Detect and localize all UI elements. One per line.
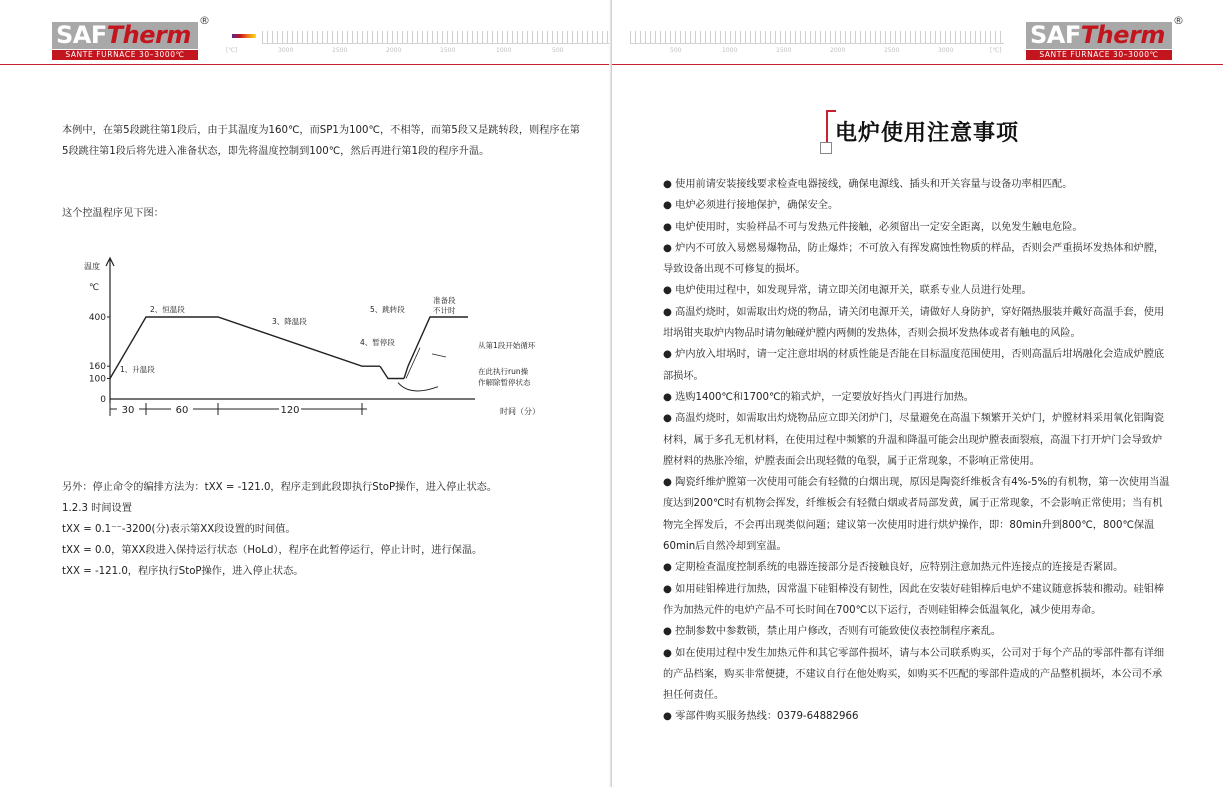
duration-label: 30 bbox=[121, 405, 135, 416]
y-tick-label: 100 bbox=[88, 374, 106, 385]
brand-logo: SAFTherm SANTE FURNACE 30–3000℃ ® bbox=[1026, 22, 1172, 60]
segment-label: 4、暂停段 bbox=[360, 338, 395, 347]
section-heading bbox=[820, 110, 1040, 155]
chart-annotation: 准备段 bbox=[433, 296, 456, 305]
list-item: ● 电炉使用时，实验样品不可与发热元件接触，必须留出一定安全距离，以免发生触电危险。 bbox=[663, 221, 1083, 233]
list-item: ● 陶瓷纤维炉膛第一次使用可能会有轻微的白烟出现，原因是陶瓷纤维板含有4%-5%的有机物，第一次使用当温度达到200℃时有机物会挥发，纤维板会有轻微白烟或者局部发黄，属于正常现象，不会影响正常使用；当有机物完全挥发后，不会再出现类似问题；建议第一次使用时进行烘炉操作，即：80min升到800℃，800℃保温60min后自然冷却到室温。 bbox=[663, 477, 1170, 553]
y-axis-unit: ℃ bbox=[89, 283, 100, 293]
chart-annotation: 在此执行run操 bbox=[478, 367, 529, 376]
header-rule bbox=[0, 64, 611, 65]
list-item: ● 高温灼烧时，如需取出灼烧的物品，请关闭电源开关，请做好人身防护，穿好隔热服装并戴好高温手套，使用坩埚钳夹取炉内物品时请勿触碰炉膛内两侧的发热体，否则会损坏发热体或者有触电的风险。 bbox=[663, 306, 1165, 340]
logo-subtitle: SANTE FURNACE 30–3000℃ bbox=[52, 50, 198, 60]
jump-curve bbox=[380, 366, 404, 378]
list-item: ● 定期检查温度控制系统的电器连接部分是否接触良好，应特别注意加热元件连接点的连接是否紧固。 bbox=[663, 562, 1124, 574]
list-item: ● 炉内不可放入易燃易爆物品，防止爆炸；不可放入有挥发腐蚀性物质的样品，否则会严重损坏发热体和炉膛，导致设备出现不可修复的损坏。 bbox=[663, 242, 1165, 276]
segment-label: 2、恒温段 bbox=[150, 305, 185, 314]
temperature-color-bar bbox=[232, 34, 256, 38]
list-item: ● 如用硅钼棒进行加热，因常温下硅钼棒没有韧性，因此在安装好硅钼棒后电炉不建议随意拆装和搬动。硅钼棒作为加热元件的电炉产品不可长时间在700℃以下运行，否则硅钼棒会低温氧化，减少使用寿命。 bbox=[663, 583, 1165, 616]
list-item: ● 使用前请安装接线要求检查电器接线，确保电源线、插头和开关容量与设备功率相匹配。 bbox=[663, 179, 1073, 190]
temperature-ruler: [℃] 3000 2500 2000 1500 1000 500 bbox=[262, 31, 610, 57]
list-item: ● 炉内放入坩埚时，请一定注意坩埚的材质性能是否能在目标温度范围使用，否则高温后坩埚融化会造成炉膛底部损坏。 bbox=[663, 349, 1165, 382]
restart-curve bbox=[404, 317, 468, 379]
list-item: ● 零部件购买服务热线：0379-64882966 bbox=[663, 711, 859, 723]
header-rule bbox=[612, 64, 1223, 65]
y-tick-label: 160 bbox=[88, 362, 106, 373]
note-line: tXX = 0.1⁻⁻-3200(分)表示第XX段设置的时间值。 bbox=[62, 524, 296, 535]
temperature-ruler: 500 1000 1500 2000 2500 3000 [℃] bbox=[630, 31, 1004, 57]
logo-subtitle: SANTE FURNACE 30–3000℃ bbox=[1026, 50, 1172, 60]
x-axis-label: 时间（分） bbox=[500, 407, 540, 416]
segment-label: 3、降温段 bbox=[272, 317, 307, 326]
chart-annotation: 不计时 bbox=[433, 306, 456, 315]
loop-pointer bbox=[432, 354, 446, 357]
precautions-list bbox=[663, 174, 1171, 728]
left-page bbox=[0, 0, 611, 787]
note-line: tXX = -121.0，程序执行StoP操作，进入停止状态。 bbox=[62, 566, 304, 577]
page-title: 电炉使用注意事项 bbox=[835, 121, 1020, 146]
prep-pointer bbox=[406, 348, 420, 379]
intro-text bbox=[62, 120, 582, 162]
note-line: 另外：停止命令的编排方法为：tXX = -121.0，程序走到此段即执行StoP操作，进入停止状态。 bbox=[62, 482, 498, 493]
notes bbox=[62, 477, 592, 582]
list-item: ● 高温灼烧时，如需取出灼烧物品应立即关闭炉门，尽量避免在高温下频繁开关炉门，炉膛材料采用氧化铝陶瓷材料，属于多孔无机材料，在使用过程中频繁的升温和降温可能会出现炉膛表面裂痕，高温下打开炉门会导致炉膛材料的热胀冷缩，炉膛表面会出现轻微的龟裂，属于正常现象，不影响正常使用。 bbox=[663, 413, 1165, 467]
paragraph: 本例中，在第5段跳往第1段后，由于其温度为160℃，而SP1为100℃，不相等，而第5段又是跳转段，则程序在第5段跳往第1段后将先进入准备状态，即先将温度控制到100℃，然后再进行第1段的程序升温。 bbox=[62, 125, 580, 157]
y-axis-label: 温度 bbox=[84, 262, 100, 271]
chart-annotation: 作解除暂停状态 bbox=[478, 378, 531, 387]
segment-label: 1、升温段 bbox=[120, 365, 155, 374]
list-item: ● 如在使用过程中发生加热元件和其它零部件损坏，请与本公司联系购买，公司对于每个产品的零部件都有详细的产品档案，购买非常便捷，不建议自行在他处购买，如购买不匹配的零部件造成的产品整机损坏，本公司不承担任何责任。 bbox=[663, 647, 1165, 702]
list-item: ● 电炉必须进行接地保护，确保安全。 bbox=[663, 200, 839, 212]
duration-label: 60 bbox=[175, 405, 189, 416]
duration-label: 120 bbox=[280, 405, 300, 416]
run-note-curve bbox=[398, 383, 438, 391]
list-item: ● 选购1400℃和1700℃的箱式炉，一定要放好挡火门再进行加热。 bbox=[663, 391, 974, 403]
y-tick-label: 400 bbox=[88, 313, 106, 323]
chart-annotation: 从第1段开始循环 bbox=[478, 341, 536, 350]
note-line: tXX = 0.0，第XX段进入保持运行状态（HoLd），程序在此暂停运行，停止计时，进行保温。 bbox=[62, 545, 483, 556]
segment-label: 5、跳转段 bbox=[370, 305, 405, 314]
y-tick-label: 0 bbox=[100, 395, 106, 405]
list-item: ● 电炉使用过程中，如发现异常，请立即关闭电源开关，联系专业人员进行处理。 bbox=[663, 285, 1032, 297]
list-item: ● 控制参数中参数锁，禁止用户修改，否则有可能致使仪表控制程序紊乱。 bbox=[663, 626, 1002, 638]
note-line: 1.2.3 时间设置 bbox=[62, 503, 132, 514]
program-chart bbox=[80, 253, 550, 433]
paragraph: 这个控温程序见下图： bbox=[62, 208, 164, 219]
brand-logo: SAFTherm SANTE FURNACE 30–3000℃ ® bbox=[52, 22, 198, 60]
program-chart-svg bbox=[80, 253, 550, 433]
